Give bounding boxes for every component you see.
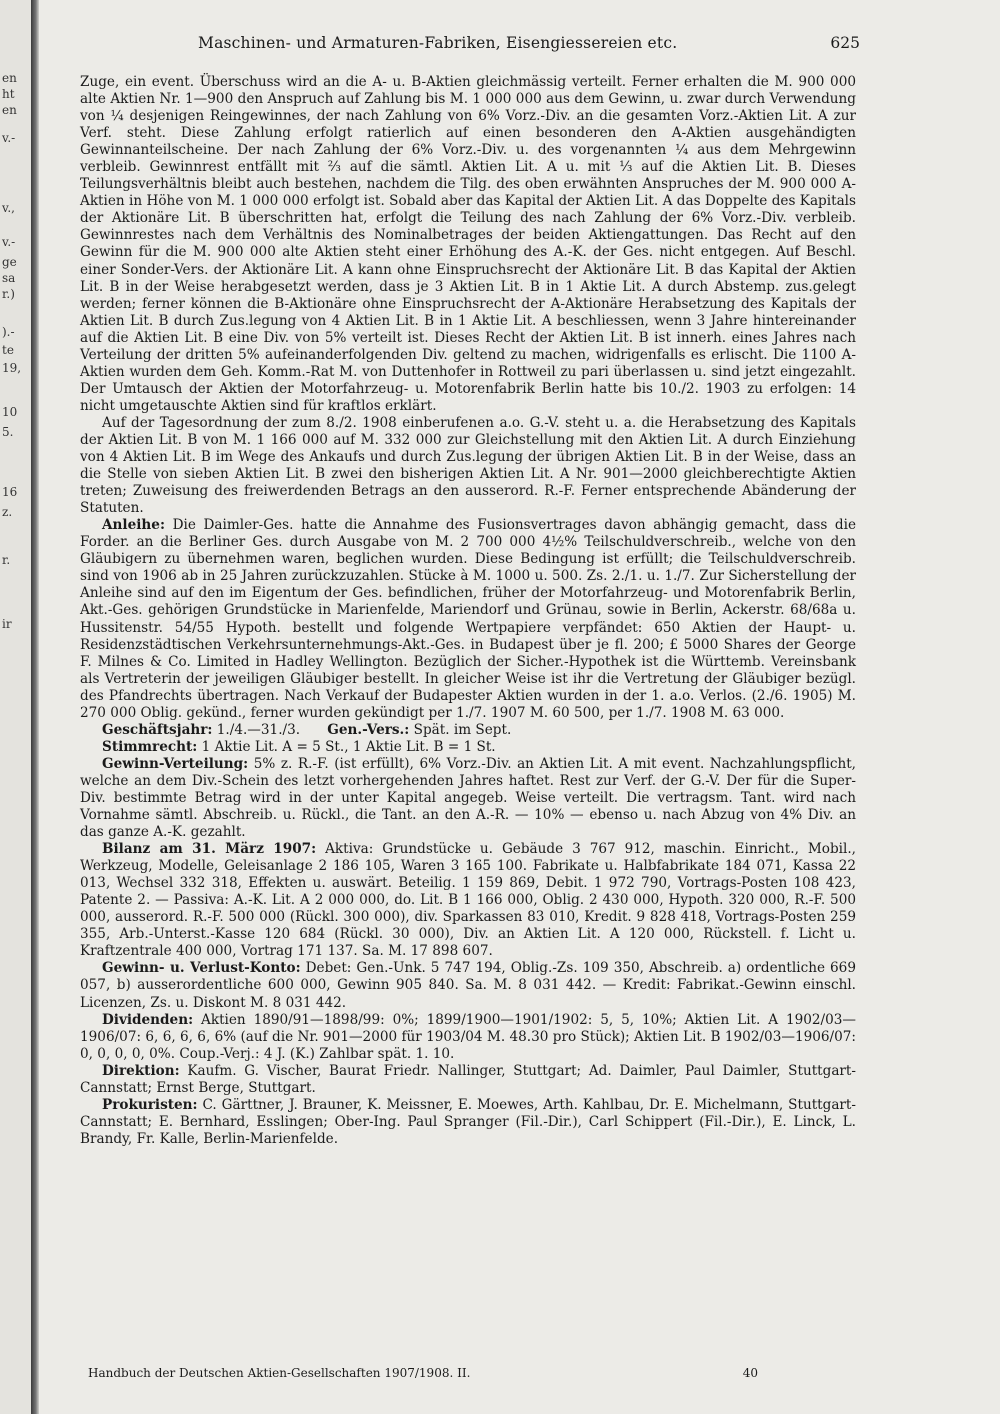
paragraph-text: Spät. im Sept. [413,721,512,738]
paragraph-lead: Bilanz am 31. März 1907: [102,841,317,858]
paragraph-lead: Prokuristen: [102,1096,198,1113]
page-number: 625 [830,34,860,52]
margin-fragment: v.- [2,235,16,249]
margin-fragment: ht [2,87,15,101]
paragraph-lead: Direktion: [102,1062,180,1079]
paragraph-text: 1./4.—31./3. [216,721,301,738]
body-text [80,74,856,1148]
paragraph [80,739,856,756]
paragraph-text: C. Gärttner, J. Brauner, K. Meissner, E. Moewes, Arth. Kahlbau, Dr. E. Michelmann, Stuttgart-Cannstatt; E. Bernhard, Esslingen; Ober-Ing. Paul Spranger (Fil.-Dir.), Carl Schippert (Fil.-Dir.), E. Linck, L. Brandy, Fr. Kalle, Berlin-Marienfelde. [80,1096,856,1147]
paragraph [80,960,856,1011]
paragraph-lead: Anleihe: [102,517,165,534]
paragraph-text: Auf der Tagesordnung der zum 8./2. 1908 einberufenen a.o. G.-V. steht u. a. die Herabsetzung des Kapitals der Aktien Lit. B von M. 1 166 000 auf M. 332 000 zur Gleichstellung mit den Aktien Lit. A durch Einziehung von 4 Aktien Lit. B im Wege des Ankaufs und durch Zus.legung der übrigen Aktien Lit. B in der Weise, dass an die Stelle von sieben Aktien Lit. B zwei den bisherigen Aktien Lit. A Nr. 901—2000 gleichberechtigte Aktien treten; Zuweisung des freiwerdenden Betrags an den ausserord. R.-F. Ferner entsprechende Abänderung der Statuten. [80,414,856,517]
margin-fragment: 19, [2,361,22,375]
paragraph [80,1063,856,1097]
paragraph-text: Kaufm. G. Vischer, Baurat Friedr. Nallinger, Stuttgart; Ad. Daimler, Paul Daimler, Stuttgart-Cannstatt; Ernst Berge, Stuttgart. [80,1062,856,1096]
margin-fragment: 16 [2,485,18,499]
margin-fragment: ir [2,617,12,631]
footer-source: Handbuch der Deutschen Aktien-Gesellschaften 1907/1908. II. [88,1366,471,1380]
margin-fragment: ).- [2,325,15,339]
binding-edge [31,0,39,1414]
margin-fragment: r. [2,553,11,567]
paragraph [80,1012,856,1063]
paragraph-text: Debet: Gen.-Unk. 5 747 194, Oblig.-Zs. 109 350, Abschreib. a) ordentliche 669 057, b) ausserordentliche 600 000, Gewinn 905 840. Sa. M. 8 031 442. — Kredit: Fabrikat.-Gewinn einschl. Licenzen, Zs. u. Diskont M. 8 031 442. [80,960,856,1011]
paragraph-lead: Dividenden: [102,1011,194,1028]
margin-fragment: r.) [2,287,15,301]
margin-fragment: en [2,71,17,85]
paragraph-text: Aktien 1890/91—1898/99: 0%; 1899/1900—1901/1902: 5, 5, 10%; Aktien Lit. A 1902/03—1906/07: 6, 6, 6, 6, 6% (auf die Nr. 901—2000 für 1903/04 M. 48.30 pro Stück); Aktien Lit. B 1902/03—1906/07: 0, 0, 0, 0, 0%. Coup.-Verj.: 4 J. (K.) Zahlbar spät. 1. 10. [80,1011,857,1062]
paragraph-lead: Gen.-Vers.: [327,721,410,738]
margin-fragment: v., [2,201,15,215]
paragraph-text: Aktiva: Grundstücke u. Gebäude 3 767 912, maschin. Einricht., Mobil., Werkzeug, Modelle, Geleisanlage 2 186 105, Waren 3 165 100. Fabrikate u. Halbfabrikate 184 071, Kassa 22 013, Wechsel 332 318, Effekten u. auswärt. Beteilig. 1 159 869, Debit. 1 972 790, Vortrags-Posten 108 423, Patente 2. — Passiva: A.-K. Lit. A 2 000 000, do. Lit. B 1 166 000, Oblig. 2 430 000, Hypoth. 320 000, R.-F. 500 000, ausserord. R.-F. 500 000 (Rückl. 300 000), div. Sparkassen 83 010, Kredit. 9 828 418, Vortrags-Posten 259 355, Arb.-Unterst.-Kasse 120 684 (Rückl. 30 000), Div. an Aktien Lit. A 120 000, Rückstell. f. Licht u. Kraftzentrale 400 000, Vortrag 171 137. Sa. M. 17 898 607. [80,841,857,960]
margin-fragment: z. [2,505,13,519]
running-title: Maschinen- und Armaturen-Fabriken, Eisengiessereien etc. [198,34,678,52]
margin-fragment: 10 [2,405,18,419]
margin-fragment: v.- [2,131,16,145]
paragraph-text: Die Daimler-Ges. hatte die Annahme des Fusionsvertrages davon abhängig gemacht, dass die Forder. an die Berliner Ges. durch Ausgabe von M. 2 700 000 4½% Teilschuldverschreib., welche von den Gläubigern zu übernehmen waren, beglichen wurden. Diese Bedingung ist erfüllt; die Teilschuldverschreib. sind von 1906 ab in 25 Jahren zurückzuzahlen. Stücke à M. 1000 u. 500. Zs. 2./1. u. 1./7. Zur Sicherstellung der Anleihe sind auf den im Eigentum der Ges. befindlichen, früher der Motorfahrzeug- und Motorenfabrik Berlin, Akt.-Ges. gehörigen Grundstücke in Marienfelde, Mariendorf und Grünau, sowie in Berlin, Ackerstr. 68/68a u. Hussitenstr. 54/55 Hypoth. bestellt und folgende Wertpapiere verpfändet: 650 Aktien der Haupt- u. Residenzstädtischen Verkehrsunternehmungs-Akt.-Ges. in Budapest über je fl. 200; £ 5000 Shares der George F. Milnes & Co. Limited in Hadley Wellington. Bezüglich der Sicher.-Hypothek ist die Württemb. Vereinsbank als Vertreterin der jeweiligen Gläubiger bestellt. In gleicher Weise ist ihr die Vertretung der Gläubiger bezügl. des Pfandrechts übertragen. Nach Verkauf der Budapester Aktien wurden in der 1. a.o. Verlos. (2./6. 1905) M. 270 000 Oblig. gekünd., ferner wurden gekündigt per 1./7. 1907 M. 60 500, per 1./7. 1908 M. 63 000. [80,517,856,721]
paragraph [80,756,856,841]
paragraph [80,517,856,722]
footer-signature: 40 [742,1366,758,1380]
paragraph-lead: Stimmrecht: [102,738,198,755]
margin-fragment: 5. [2,425,14,439]
paragraph-lead: Geschäftsjahr: [102,721,213,738]
margin-fragment: ge [2,255,17,269]
margin-fragment: en [2,103,17,117]
paragraph-lead: Gewinn-Verteilung: [102,755,249,772]
margin-fragment: sa [2,271,16,285]
paragraph-text: Zuge, ein event. Überschuss wird an die A- u. B-Aktien gleichmässig verteilt. Ferner erhalten die M. 900 000 alte Aktien Nr. 1—900 den Anspruch auf Zahlung bis M. 1 000 000 aus dem Gewinn, u. zwar durch Verwendung von ¼ desjenigen Reingewinnes, der nach Zahlung von 6% Vorz.-Div. an die gesamten Vorz.-Aktien Lit. A zur Verf. steht. Diese Zahlung erfolgt ratierlich auf einen besonderen den A-Aktien ausgehändigten Gewinnanteilscheine. Der nach Zahlung der 6% Vorz.-Div. u. des vorgenannten ¼ aus dem Mehrgewinn verbleib. Gewinnrest entfällt mit ⅔ auf die sämtl. Aktien Lit. A u. mit ⅓ auf die Aktien Lit. B. Dieses Teilungsverhältnis bleibt auch bestehen, nachdem die Tilg. des oben erwähnten Anspruches der M. 900 000 A-Aktien in Höhe von M. 1 000 000 erfolgt ist. Sobald aber das Kapital der Aktien Lit. A das Doppelte des Kapitals der Aktionäre Lit. B überschritten hat, erfolgt die Teilung des nach Zahlung der 6% Vorz.-Div. verbleib. Gewinnrestes nach dem Verhältnis des Nominalbetrages der beiden Aktiengattungen. Das Recht auf den Gewinn für die M. 900 000 alte Aktien steht einer Erhöhung des A.-K. der Ges. nicht entgegen. Auf Beschl. einer Sonder-Vers. der Aktionäre Lit. A kann ohne Einspruchsrecht der Aktionäre Lit. B das Kapital der Aktien Lit. B in der Weise herabgesetzt werden, dass je 3 Aktien Lit. B in 1 Aktie Lit. A durch Abstemp. zus.gelegt werden; ferner können die B-Aktionäre ohne Einspruchsrecht der A-Aktionäre Herabsetzung des Kapitals der Aktien Lit. B durch Zus.legung von 4 Aktien Lit. B in 1 Aktie Lit. A beschliessen, wenn 3 Jahre hintereinander auf die Aktien Lit. B eine Div. von 5% verteilt ist. Dieses Recht der Aktien Lit. B ist innerh. eines Jahres nach Verteilung der dritten 5% aufeinanderfolgenden Div. geltend zu machen, widrigenfalls es erlischt. Die 1100 A-Aktien wurden dem Geh. Komm.-Rat M. von Duttenhofer in Rottweil zu pari überlassen u. sind jetzt eingezahlt. Der Umtausch der Aktien der Motorfahrzeug- u. Motorenfabrik Berlin hatte bis 10./2. 1903 zu erfolgen: 14 nicht umgetauschte Aktien sind für kraftlos erklärt. [80,74,856,414]
paragraph-text: 1 Aktie Lit. A = 5 St., 1 Aktie Lit. B = 1 St. [201,738,496,755]
paragraph-lead: Gewinn- u. Verlust-Konto: [102,960,301,977]
paragraph-text: 5% z. R.-F. (ist erfüllt), 6% Vorz.-Div. an Aktien Lit. A mit event. Nachzahlungspflicht, welche an dem Div.-Schein des letzt vorhergehenden Jahres haftet. Rest zur Verf. der G.-V. Der für die Super-Div. bestimmte Betrag wird in der unter Kapital angegeb. Weise verteilt. Die vertragsm. Tant. wird nach Vornahme sämtl. Abschreib. u. Rückl., die Tant. an den A.-R. — 10% — ebenso u. nach Abzug von 4% Div. an das ganze A.-K. gezahlt. [80,755,856,841]
paragraph [80,841,856,960]
margin-fragment: te [2,343,14,357]
paragraph [80,74,856,415]
paragraph [80,415,856,517]
paragraph [80,1097,856,1148]
paragraph [80,722,856,739]
